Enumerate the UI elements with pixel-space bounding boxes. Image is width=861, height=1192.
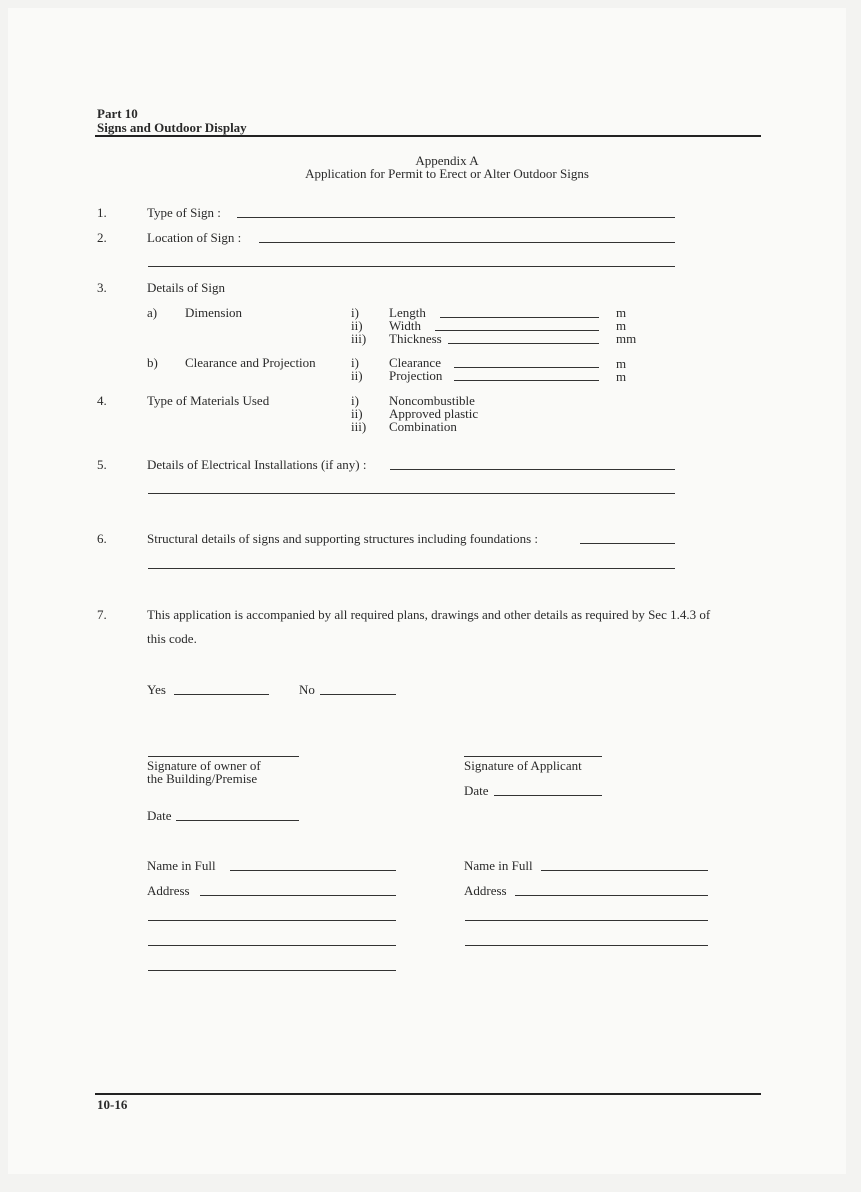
clearance-unit: m [616, 356, 627, 371]
structural-details-field-2[interactable] [148, 568, 675, 569]
width-roman: ii) [351, 318, 363, 333]
item-7-number: 7. [97, 607, 107, 622]
owner-date-label: Date [147, 808, 172, 823]
clearance-roman: i) [351, 355, 359, 370]
applicant-signature-label: Signature of Applicant [464, 758, 582, 773]
item-6-number: 6. [97, 531, 107, 546]
item-3a-label: Dimension [185, 305, 243, 320]
width-label: Width [389, 318, 421, 333]
owner-address-field-2[interactable] [148, 920, 396, 921]
item-3b-letter: b) [147, 355, 158, 370]
width-unit: m [616, 318, 627, 333]
applicant-name-label: Name in Full [464, 858, 533, 873]
owner-signature-line[interactable] [148, 756, 299, 757]
projection-field[interactable] [454, 380, 599, 381]
length-roman: i) [351, 305, 359, 320]
material-combination[interactable]: Combination [389, 419, 457, 434]
projection-label: Projection [389, 368, 443, 383]
type-of-sign-field[interactable] [237, 217, 675, 218]
no-label: No [299, 682, 315, 697]
appendix-title: Appendix A [415, 153, 479, 168]
chapter-label: Signs and Outdoor Display [97, 120, 247, 135]
material-3-roman: iii) [351, 419, 367, 434]
owner-name-field[interactable] [230, 870, 396, 871]
length-unit: m [616, 305, 627, 320]
material-approved-plastic[interactable]: Approved plastic [389, 406, 479, 421]
owner-address-field-4[interactable] [148, 970, 396, 971]
location-of-sign-field-2[interactable] [148, 266, 675, 267]
header-rule [95, 135, 761, 137]
yes-label: Yes [147, 682, 166, 697]
material-noncombustible[interactable]: Noncombustible [389, 393, 475, 408]
item-1-label: Type of Sign : [147, 205, 221, 220]
no-field[interactable] [320, 694, 396, 695]
item-3b-label: Clearance and Projection [185, 355, 316, 370]
item-4-label: Type of Materials Used [147, 393, 270, 408]
width-field[interactable] [435, 330, 599, 331]
item-6-label: Structural details of signs and supporting structures including foundations : [147, 531, 539, 546]
projection-unit: m [616, 369, 627, 384]
structural-details-field[interactable] [580, 543, 675, 544]
applicant-address-field[interactable] [515, 895, 708, 896]
applicant-address-label: Address [464, 883, 507, 898]
thickness-roman: iii) [351, 331, 367, 346]
owner-address-label: Address [147, 883, 190, 898]
applicant-date-label: Date [464, 783, 489, 798]
owner-signature-label-1: Signature of owner of [147, 758, 261, 773]
item-7-text-line-1: This application is accompanied by all required plans, drawings and other details as required by Sec 1.4.3 of [147, 607, 711, 622]
owner-address-field[interactable] [200, 895, 396, 896]
length-field[interactable] [440, 317, 599, 318]
electrical-details-field[interactable] [390, 469, 675, 470]
thickness-field[interactable] [448, 343, 599, 344]
item-4-number: 4. [97, 393, 107, 408]
length-label: Length [389, 305, 426, 320]
form-page [8, 8, 846, 1174]
owner-address-field-3[interactable] [148, 945, 396, 946]
thickness-unit: mm [616, 331, 637, 346]
material-1-roman: i) [351, 393, 359, 408]
page-number: 10-16 [97, 1097, 128, 1112]
item-5-number: 5. [97, 457, 107, 472]
form-heading: Application for Permit to Erect or Alter Outdoor Signs [305, 166, 589, 181]
part-label: Part 10 [97, 106, 138, 121]
electrical-details-field-2[interactable] [148, 493, 675, 494]
item-3-number: 3. [97, 280, 107, 295]
item-7-text-line-2: this code. [147, 631, 197, 646]
yes-field[interactable] [174, 694, 269, 695]
item-2-number: 2. [97, 230, 107, 245]
applicant-signature-line[interactable] [464, 756, 602, 757]
thickness-label: Thickness [389, 331, 442, 346]
owner-name-label: Name in Full [147, 858, 216, 873]
applicant-name-field[interactable] [541, 870, 708, 871]
applicant-address-field-3[interactable] [465, 945, 708, 946]
owner-signature-label-2: the Building/Premise [147, 771, 258, 786]
applicant-date-field[interactable] [494, 795, 602, 796]
owner-date-field[interactable] [176, 820, 299, 821]
item-3-label: Details of Sign [147, 280, 225, 295]
clearance-field[interactable] [454, 367, 599, 368]
footer-rule [95, 1093, 761, 1095]
location-of-sign-field[interactable] [259, 242, 675, 243]
projection-roman: ii) [351, 368, 363, 383]
item-5-label: Details of Electrical Installations (if any) : [147, 457, 367, 472]
item-1-number: 1. [97, 205, 107, 220]
item-3a-letter: a) [147, 305, 158, 320]
item-2-label: Location of Sign : [147, 230, 242, 245]
material-2-roman: ii) [351, 406, 363, 421]
clearance-label: Clearance [389, 355, 441, 370]
applicant-address-field-2[interactable] [465, 920, 708, 921]
